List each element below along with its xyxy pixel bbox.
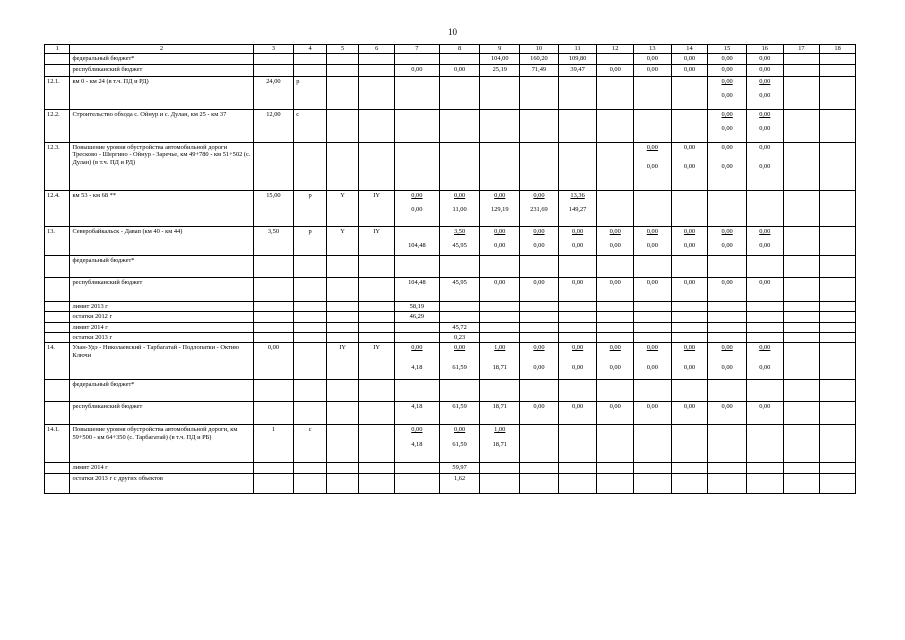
cell-value: 0,00	[411, 344, 423, 352]
cell-value: с	[294, 110, 327, 143]
cell-value: 0,00	[671, 402, 708, 425]
table-row	[45, 227, 856, 256]
cell-value: 104,48	[408, 242, 426, 250]
row-label: Повышение уровня обустройства автомобильной дороги Тресково - Шергино - Ойнур - Заречье, км 49+780 - км 51+502 (с. Дулан) (в т.ч. ПД и РД)	[70, 143, 253, 191]
table-row	[45, 473, 856, 493]
cell-value: 0,00	[533, 192, 545, 199]
cell-value: 0,00	[759, 163, 771, 171]
cell-value: 3,50	[253, 227, 294, 256]
cell-value: 0,00	[759, 363, 771, 371]
col-header: 3	[253, 45, 294, 54]
col-header: 16	[746, 45, 783, 54]
cell-value: 61,59	[452, 363, 467, 371]
table-row	[45, 425, 856, 463]
cell-value: 0,00	[708, 54, 747, 65]
cell-value: 12,00	[253, 110, 294, 143]
row-number: 12.4.	[45, 191, 70, 227]
cell-value: 0,00	[759, 144, 771, 151]
cell-value: 0,00	[533, 242, 545, 250]
col-header: 2	[70, 45, 253, 54]
cell-value: 0,00	[759, 125, 771, 133]
cell-value: Y	[326, 227, 359, 256]
cell-value: 149,27	[568, 206, 587, 214]
cell-value: с	[294, 425, 327, 463]
row-label: Строительство обхода с. Ойнур и с. Дулан, км 25 - км 37	[70, 110, 253, 143]
row-label: федеральный бюджет*	[70, 256, 253, 278]
col-header: 6	[359, 45, 395, 54]
cell-value: 0,00	[411, 426, 423, 434]
row-label: остатки 2012 г	[70, 312, 253, 322]
col-header: 12	[597, 45, 634, 54]
cell-value: 0,00	[721, 363, 733, 371]
row-number: 12.3.	[45, 143, 70, 191]
cell-value: 0,00	[609, 228, 621, 235]
cell-value: 0,00	[683, 363, 696, 371]
cell-value: 0,00	[721, 92, 733, 100]
cell-value: 104,48	[394, 278, 439, 302]
col-header: 4	[294, 45, 327, 54]
page-number: 10	[448, 27, 457, 37]
cell-value: 15,00	[253, 191, 294, 227]
row-number: 12.2.	[45, 110, 70, 143]
cell-value: 0,00	[683, 144, 696, 151]
cell-value: 104,00	[480, 54, 520, 65]
cell-value: 71,49	[520, 65, 559, 77]
row-label: км 53 - км 68 **	[70, 191, 253, 227]
cell-value: 0,00	[572, 344, 584, 352]
row-label: федеральный бюджет*	[70, 54, 253, 65]
row-label: лимит 2013 г	[70, 302, 253, 312]
cell-value: 18,71	[480, 402, 520, 425]
cell-value: 0,00	[558, 278, 597, 302]
cell-value: 0,00	[759, 242, 771, 250]
row-label: республиканский бюджет	[70, 402, 253, 425]
cell-value: 0,00	[558, 402, 597, 425]
row-number: 12.1.	[45, 77, 70, 110]
cell-value: 0,00	[253, 343, 294, 380]
row-number: 13.	[45, 227, 70, 256]
cell-value: 0,00	[520, 402, 559, 425]
cell-value: 46,29	[394, 312, 439, 322]
cell-value: 1,00	[494, 344, 506, 352]
cell-value: 0,23	[439, 333, 480, 343]
cell-value: 1,62	[439, 473, 480, 493]
table-row	[45, 54, 856, 65]
cell-value: 0,00	[634, 278, 672, 302]
cell-value: 24,00	[253, 77, 294, 110]
row-label: лимит 2014 г	[70, 463, 253, 473]
col-header: 5	[326, 45, 359, 54]
cell-value: р	[294, 191, 327, 227]
row-label: остатки 2013 г с других объектов	[70, 473, 253, 493]
cell-value: 45,95	[439, 278, 480, 302]
cell-value: 0,00	[708, 402, 747, 425]
cell-value: 61,59	[452, 440, 467, 448]
cell-value: 0,00	[759, 92, 771, 100]
cell-value: 0,00	[746, 65, 783, 77]
cell-value: 45,95	[452, 242, 467, 250]
cell-value: 0,00	[439, 65, 480, 77]
row-label: федеральный бюджет*	[70, 380, 253, 402]
cell-value: 0,00	[746, 402, 783, 425]
cell-value: IY	[359, 343, 395, 380]
cell-value: 0,00	[708, 278, 747, 302]
cell-value: 0,00	[454, 426, 466, 434]
cell-value: 0,00	[646, 363, 658, 371]
table-row	[45, 302, 856, 312]
col-header: 7	[394, 45, 439, 54]
cell-value: 4,18	[394, 402, 439, 425]
cell-value: 18,71	[492, 363, 507, 371]
cell-value: 0,00	[721, 228, 733, 235]
cell-value: 160,20	[520, 54, 559, 65]
cell-value: 0,00	[609, 363, 621, 371]
cell-value: 0,00	[646, 228, 658, 235]
cell-value: 0,00	[394, 65, 439, 77]
col-header: 1	[45, 45, 70, 54]
cell-value: 0,00	[572, 242, 584, 250]
table-row	[45, 143, 856, 191]
row-label: остатки 2013 г	[70, 333, 253, 343]
table-row	[45, 256, 856, 278]
cell-value: 0,00	[533, 228, 545, 235]
cell-value: 0,00	[683, 344, 696, 352]
col-header: 18	[820, 45, 856, 54]
cell-value: 0,00	[597, 402, 634, 425]
cell-value: 45,72	[439, 322, 480, 332]
cell-value: 0,00	[634, 402, 672, 425]
cell-value: 3,50	[454, 228, 466, 235]
row-number: 14.	[45, 343, 70, 380]
cell-value: 0,00	[646, 163, 658, 171]
cell-value: 0,00	[533, 344, 545, 352]
cell-value: 0,00	[759, 111, 771, 118]
cell-value: 39,47	[558, 65, 597, 77]
header-row	[45, 45, 856, 54]
cell-value: 61,59	[439, 402, 480, 425]
table-row	[45, 312, 856, 322]
cell-value: IY	[359, 227, 395, 256]
cell-value: 0,00	[520, 278, 559, 302]
cell-value: 109,80	[558, 54, 597, 65]
col-header: 9	[480, 45, 520, 54]
table-row	[45, 110, 856, 143]
cell-value: 0,00	[634, 65, 672, 77]
row-label: км 0 - км 24 (в т.ч. ПД и РД)	[70, 77, 253, 110]
col-header: 13	[634, 45, 672, 54]
table-row	[45, 278, 856, 302]
cell-value: 0,00	[572, 363, 584, 371]
cell-value: 0,00	[411, 206, 423, 214]
row-label: Улан-Удэ - Николаевский - Тарбагатай - Подлопатки - Октию Ключи	[70, 343, 253, 380]
cell-value: 0,00	[721, 78, 733, 85]
cell-value: 0,00	[609, 344, 621, 352]
cell-value: 0,00	[746, 278, 783, 302]
cell-value: 0,00	[597, 65, 634, 77]
cell-value: 4,18	[411, 440, 423, 448]
row-label: Северобайкальск - Давап (км 40 - км 44)	[70, 227, 253, 256]
row-label: республиканский бюджет	[70, 278, 253, 302]
cell-value: 0,00	[671, 54, 708, 65]
cell-value: р	[294, 227, 327, 256]
cell-value: 0,00	[411, 192, 423, 199]
cell-value: 0,00	[533, 363, 545, 371]
cell-value: 0,00	[721, 144, 733, 151]
cell-value: 0,00	[480, 278, 520, 302]
cell-value: 59,97	[439, 463, 480, 473]
table-row	[45, 333, 856, 343]
cell-value: IY	[326, 343, 359, 380]
col-header: 14	[671, 45, 708, 54]
cell-value: 0,00	[721, 242, 733, 250]
table-row	[45, 343, 856, 380]
table-row	[45, 463, 856, 473]
cell-value: 4,18	[411, 363, 423, 371]
table-row	[45, 191, 856, 227]
table-row	[45, 402, 856, 425]
cell-value: 13,36	[570, 192, 585, 199]
row-label: Повышение уровня обустройства автомобильной дороги, км 59+500 - км 64+350 (с. Тарбагатай) (в т.ч. ПД и РБ)	[70, 425, 253, 463]
col-header: 11	[558, 45, 597, 54]
cell-value: 0,00	[646, 242, 658, 250]
col-header: 17	[783, 45, 820, 54]
cell-value: 1,00	[494, 426, 506, 434]
cell-value: 0,00	[454, 344, 466, 352]
row-label: лимит 2014 г	[70, 322, 253, 332]
cell-value: 18,71	[492, 440, 507, 448]
cell-value: 0,00	[454, 192, 466, 199]
table-row	[45, 322, 856, 332]
cell-value: 0,00	[671, 65, 708, 77]
cell-value: 231,69	[530, 206, 548, 214]
cell-value: 0,00	[683, 242, 696, 250]
cell-value: 1	[253, 425, 294, 463]
cell-value: р	[294, 77, 327, 110]
col-header: 15	[708, 45, 747, 54]
cell-value: 58,19	[394, 302, 439, 312]
table-row	[45, 65, 856, 77]
cell-value: IY	[359, 191, 395, 227]
cell-value: 0,00	[494, 242, 506, 250]
cell-value: 0,00	[721, 111, 733, 118]
cell-value: 0,00	[683, 228, 696, 235]
col-header: 8	[439, 45, 480, 54]
cell-value: 0,00	[609, 242, 621, 250]
cell-value: 0,00	[721, 344, 733, 352]
cell-value: 0,00	[646, 344, 658, 352]
row-number: 14.1.	[45, 425, 70, 463]
row-label: республиканский бюджет	[70, 65, 253, 77]
cell-value: 25,19	[480, 65, 520, 77]
cell-value: 0,00	[708, 65, 747, 77]
cell-value: 0,00	[759, 228, 771, 235]
budget-table	[44, 44, 856, 494]
col-header: 10	[520, 45, 559, 54]
cell-value: 11,00	[452, 206, 467, 214]
cell-value: 0,00	[597, 278, 634, 302]
cell-value: 0,00	[721, 125, 733, 133]
cell-value: 0,00	[572, 228, 584, 235]
table-row	[45, 77, 856, 110]
cell-value: 0,00	[671, 278, 708, 302]
cell-value: 0,00	[746, 54, 783, 65]
cell-value: Y	[326, 191, 359, 227]
cell-value: 0,00	[494, 228, 506, 235]
cell-value: 0,00	[721, 163, 733, 171]
cell-value: 0,00	[683, 163, 696, 171]
cell-value: 0,00	[759, 344, 771, 352]
cell-value: 0,00	[494, 192, 506, 199]
cell-value: 0,00	[646, 144, 658, 151]
cell-value: 0,00	[634, 54, 672, 65]
table-row	[45, 380, 856, 402]
cell-value: 129,19	[490, 206, 509, 214]
cell-value: 0,00	[759, 78, 771, 85]
